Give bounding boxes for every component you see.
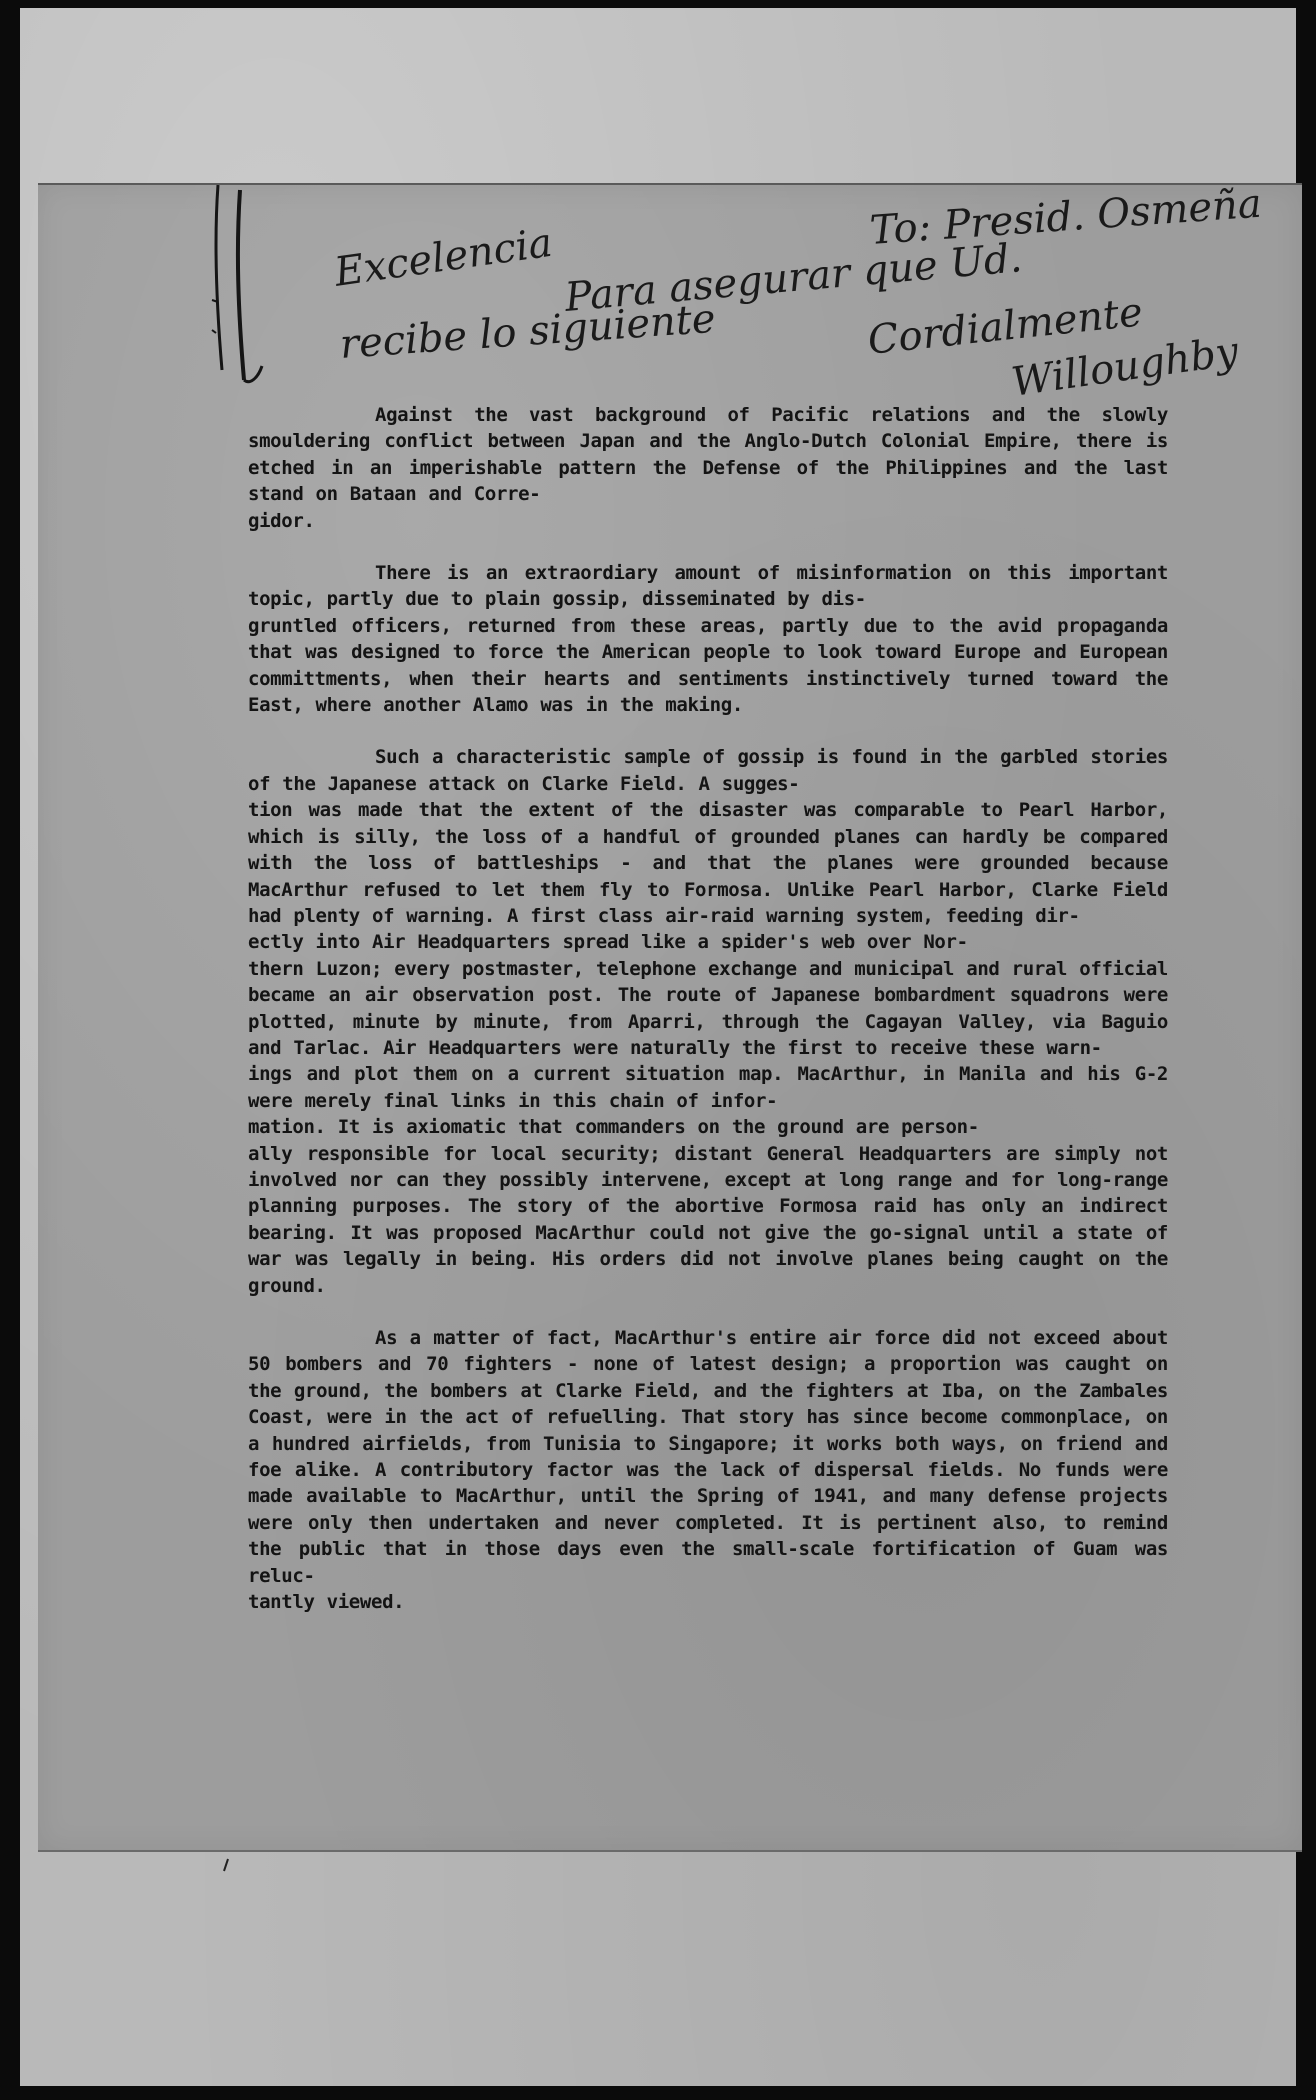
handwritten-closing: Cordialmente [865, 289, 1145, 364]
handwritten-signature: Willoughby [1008, 328, 1242, 406]
paragraph-misinformation: There is an extraordiary amount of misinformation on this important topic, partly due to plain gossip, disseminated by dis- gruntled officers, returned from these areas, partly due to the avid propaganda that was designed to force the American people to look toward Europe and European committments, when their hearts and sentiments instinctively turned toward the East, where another Alamo was in the making. [248, 562, 1168, 717]
typed-body [248, 402, 1168, 1615]
handwritten-message-line-2: recibe lo siguiente [338, 295, 717, 368]
handwritten-recipient: To: Presid. Osmeña [868, 180, 1264, 254]
paragraph-air-force: As a matter of fact, MacArthur's entire air force did not exceed about 50 bombers and 70 fighters - none of latest design; a proportion was caught on the ground, the bombers at Clarke Field, and the fighters at Iba, on the Zambales Coast, were in the act of refuelling. That story has since become commonplace, on a hundred airfields, from Tunisia to Singapore; it works both ways, on friend and foe alike. A contributory factor was the lack of dispersal fields. No funds were made available to MacArthur, until the Spring of 1941, and many defense projects were only then undertaken and never completed. It is pertinent also, to remind the public that in those days even the small-scale fortification of Guam was reluc- tantly viewed. [248, 1327, 1168, 1614]
stray-pen-mark [222, 1858, 230, 1872]
binding-bracket-mark [210, 180, 270, 390]
handwritten-salutation: Excelencia [331, 219, 556, 296]
paragraph-pacific-background: Against the vast background of Pacific relations and the slowly smouldering conflict between Japan and the Anglo-Dutch Colonial Empire, there is etched in an imperishable pattern the Defense of the Philippines and the last stand on Bataan and Corre- gidor. [248, 404, 1168, 532]
handwritten-message-line-1: Para asegurar que Ud. [562, 235, 1024, 321]
paragraph-clarke-field: Such a characteristic sample of gossip is found in the garbled stories of the Japanese attack on Clarke Field. A sugges- tion was made that the extent of the disaster was comparable to Pearl Harbor, which is silly, the loss of a handful of grounded planes can hardly be compared with the loss of battleships - and that the planes were grounded because MacArthur refused to let them fly to Formosa. Unlike Pearl Harbor, Clarke Field had plenty of warning. A first class air-raid warning system, feeding dir- ectly into Air Headquarters spread like a spider's web over Nor- thern Luzon; every postmaster, telephone exchange and municipal and rural official became an air observation post. The route of Japanese bombardment squadrons were plotted, minute by minute, from Aparri, through the Cagayan Valley, via Baguio and Tarlac. Air Headquarters were naturally the first to receive these warn- ings and plot them on a current situation map. MacArthur, in Manila and his G-2 were merely final links in this chain of infor- mation. It is axiomatic that commanders on the ground are person- ally responsible for local security; distant General Headquarters are simply not involved nor can they possibly intervene, except at long range and for long-range planning purposes. The story of the abortive Formosa raid has only an indirect bearing. It was proposed MacArthur could not give the go-signal until a state of war was legally in being. His orders did not involve planes being caught on the ground. [248, 746, 1168, 1297]
